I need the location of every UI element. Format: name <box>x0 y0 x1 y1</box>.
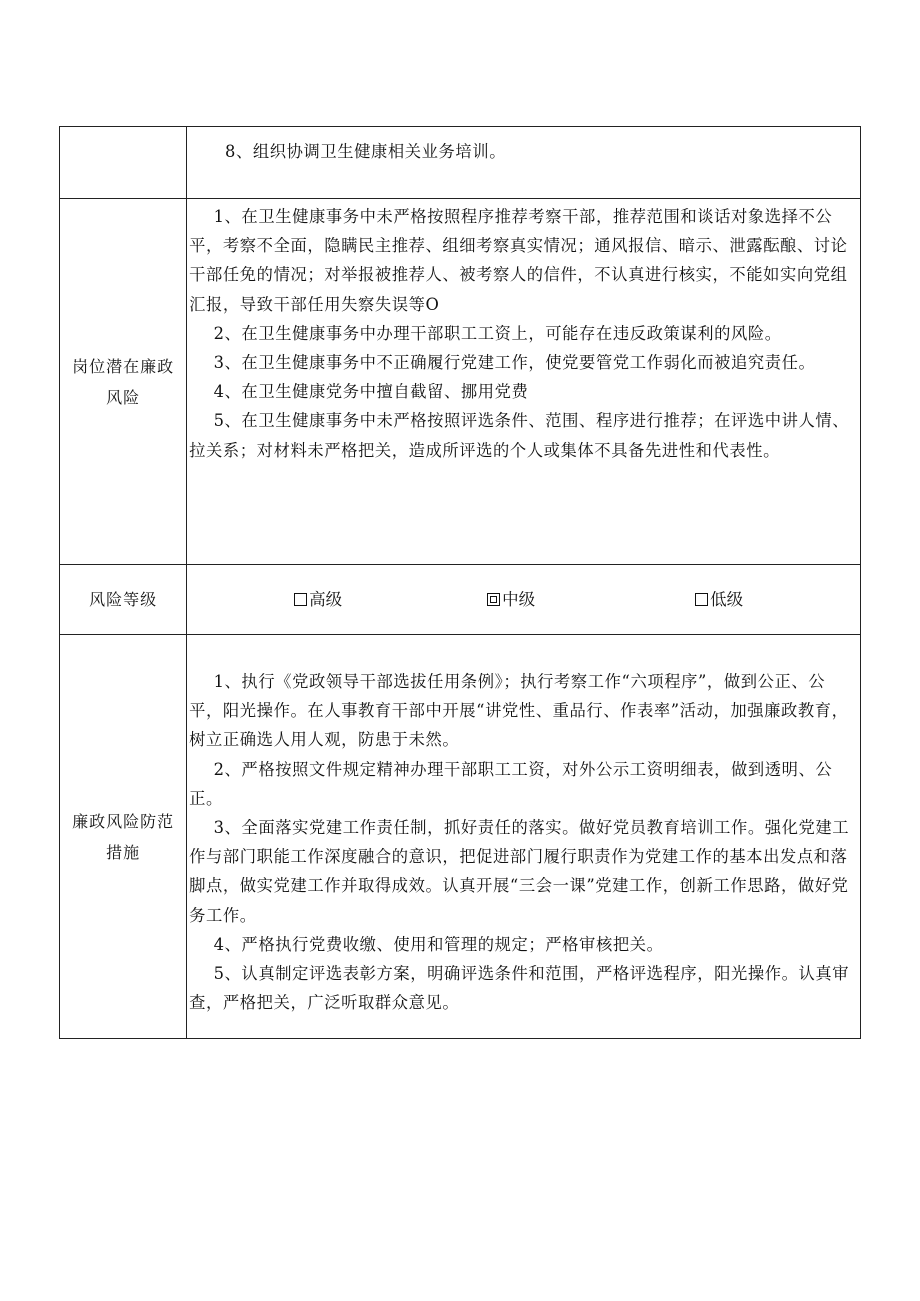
risk-level-options <box>187 585 860 615</box>
empty-label-cell <box>60 127 187 199</box>
measures-label-cell <box>60 635 187 1039</box>
risk-level-low-option[interactable] <box>695 585 743 615</box>
risk-label-line1: 岗位潜在廉政 <box>72 356 175 376</box>
risk-level-mid-option[interactable] <box>487 585 535 615</box>
risk-item-4: 4、在卫生健康党务中擅自截留、挪用党费 <box>213 382 529 402</box>
risk-item-5: 5、在卫生健康事务中未严格按照评选条件、范围、程序进行推荐；在评选中讲人情、拉关系；对材料未严格把关，造成所评选的个人或集体不具备先进性和代表性。 <box>189 411 850 460</box>
measure-item-2: 2、严格按照文件规定精神办理干部职工工资，对外公示工资明细表，做到透明、公正。 <box>189 759 833 808</box>
risk-level-low-label: 低级 <box>710 589 744 609</box>
table-row-measures <box>60 635 861 1039</box>
risk-label-cell <box>60 199 187 565</box>
risk-table <box>59 126 861 1039</box>
risk-level-high-option[interactable] <box>294 585 342 615</box>
checkbox-checked-icon[interactable] <box>487 593 500 606</box>
risk-level-options-cell <box>187 565 861 635</box>
risk-item-3: 3、在卫生健康事务中不正确履行党建工作，使党要管党工作弱化而被追究责任。 <box>213 353 816 373</box>
checkbox-unchecked-icon[interactable] <box>695 593 708 606</box>
measure-item-3: 3、全面落实党建工作责任制，抓好责任的落实。做好党员教育培训工作。强化党建工作与部门职能工作深度融合的意识，把促进部门履行职责作为党建工作的基本出发点和落脚点，做实党建工作并取得成效。认真开展“三会一课”党建工作，创新工作思路，做好党务工作。 <box>189 818 850 925</box>
measures-label-line2: 措施 <box>106 842 141 862</box>
measure-item-1: 1、执行《党政领导干部选拔任用条例》；执行考察工作“六项程序”，做到公正、公平，阳光操作。在人事教育干部中开展“讲党性、重品行、作表率”活动，加强廉政教育，树立正确选人用人观，防患于未然。 <box>189 672 849 750</box>
duty-item: 8、组织协调卫生健康相关业务培训。 <box>225 142 507 161</box>
risk-content-cell <box>187 199 861 565</box>
measures-label-line1: 廉政风险防范 <box>72 811 175 831</box>
risk-level-label: 风险等级 <box>60 565 187 635</box>
duty-content-cell <box>187 127 861 199</box>
table-row-duties <box>60 127 861 199</box>
risk-item-1: 1、在卫生健康事务中未严格按照程序推荐考察干部，推荐范围和谈话对象选择不公平，考察不全面，隐瞒民主推荐、组细考察真实情况；通风报信、暗示、泄露酝酿、讨论干部任免的情况；对举报被推荐人、被考察人的信件，不认真进行核实，不能如实向党组汇报，导致干部任用失察失误等O <box>189 207 848 314</box>
checkbox-unchecked-icon[interactable] <box>294 593 307 606</box>
measure-item-5: 5、认真制定评选表彰方案，明确评选条件和范围，严格评选程序，阳光操作。认真审查，严格把关，广泛听取群众意见。 <box>189 964 850 1013</box>
risk-level-mid-label: 中级 <box>502 589 536 609</box>
risk-label-line2: 风险 <box>106 387 141 407</box>
measures-content-cell <box>187 635 861 1039</box>
table-row-risks <box>60 199 861 565</box>
table-row-risk-level <box>60 565 861 635</box>
measure-item-4: 4、严格执行党费收缴、使用和管理的规定；严格审核把关。 <box>213 934 664 954</box>
risk-level-high-label: 高级 <box>309 589 343 609</box>
risk-item-2: 2、在卫生健康事务中办理干部职工工资上，可能存在违反政策谋利的风险。 <box>213 323 782 343</box>
